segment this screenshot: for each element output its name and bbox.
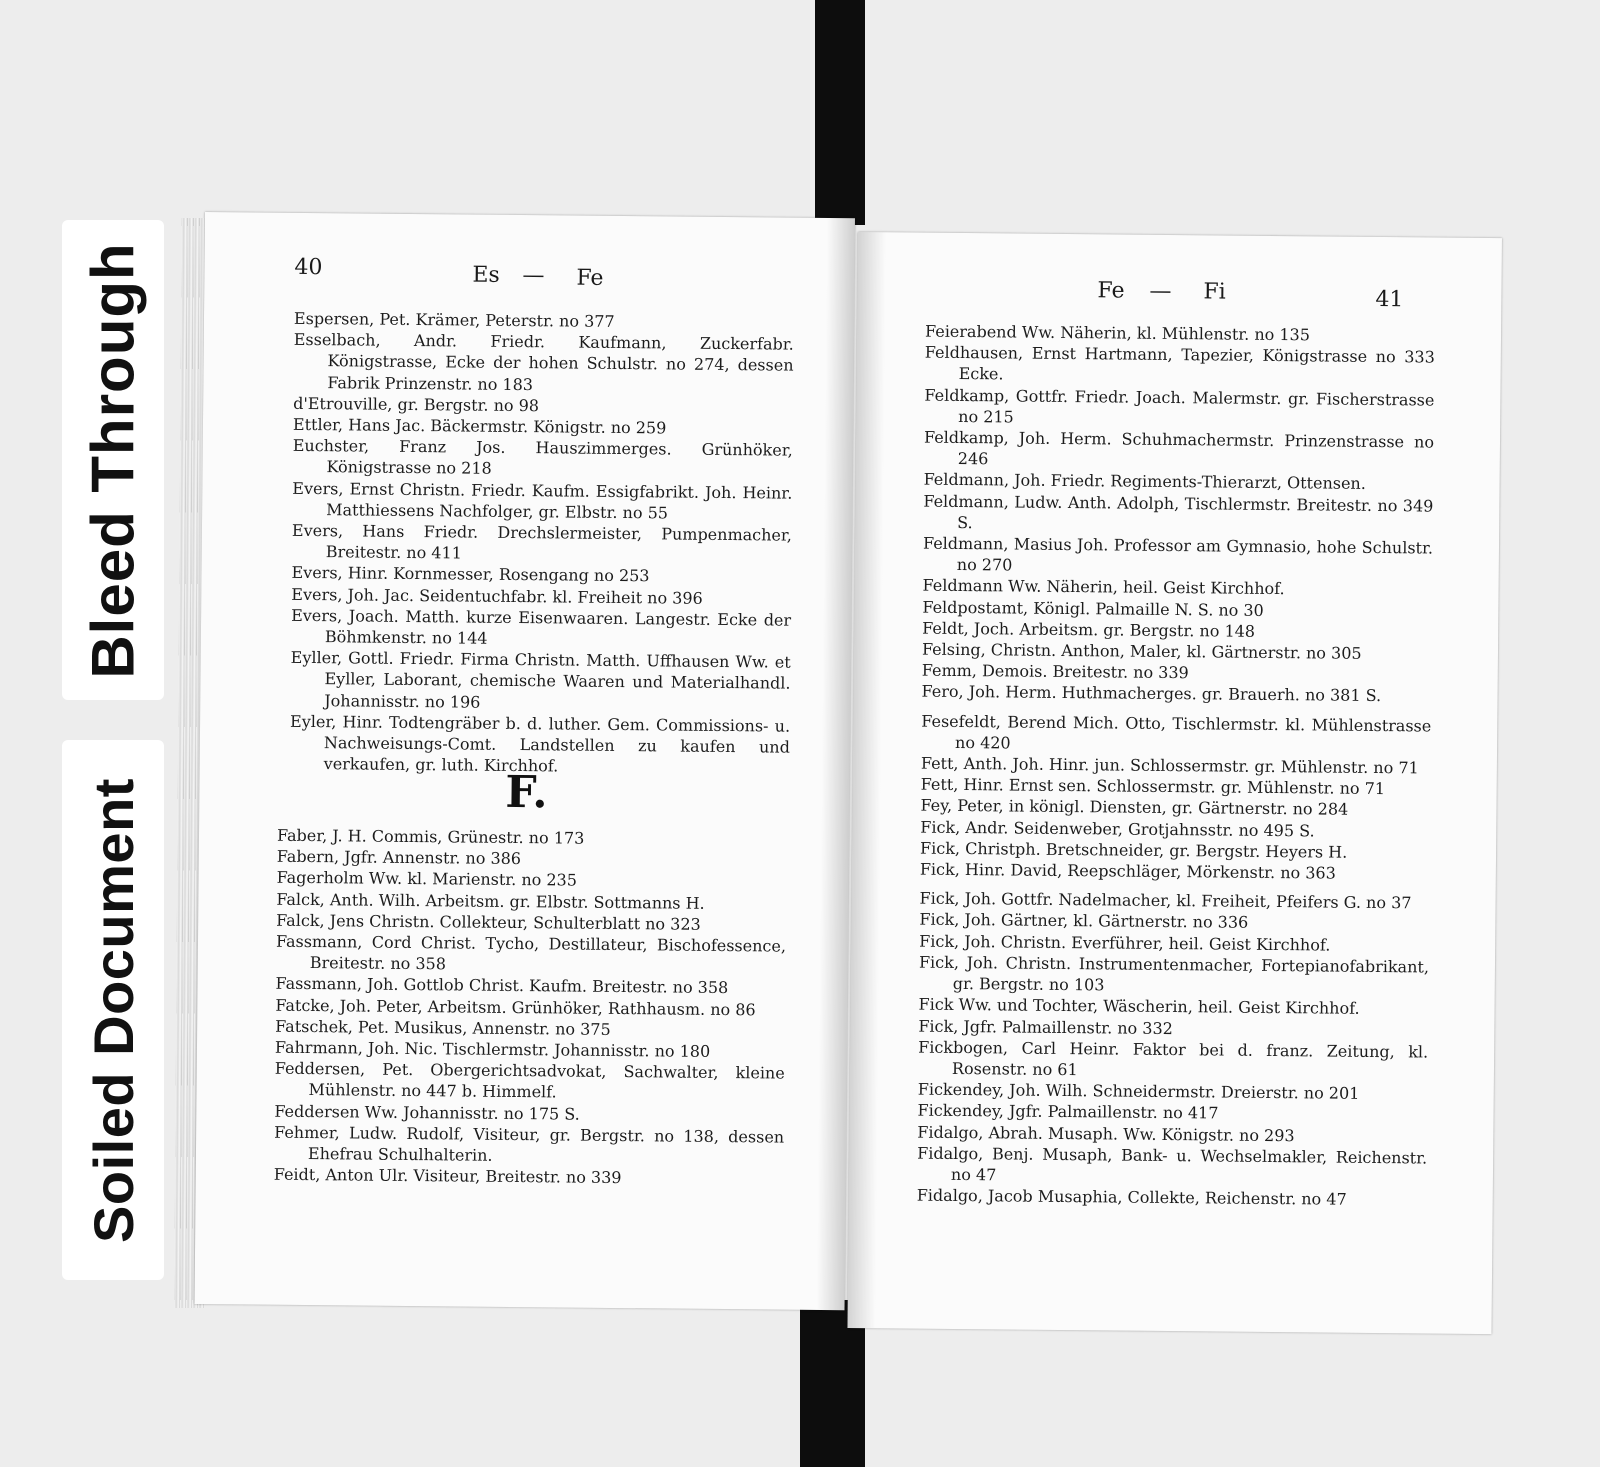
left-entries-bottom	[274, 825, 787, 1190]
soiled-document-label	[62, 740, 164, 1280]
left-entries-top	[290, 308, 794, 779]
directory-entry: Evers, Joach. Matth. kurze Eisenwaaren. Langestr. Ecke der Böhmkenstr. no 144	[291, 605, 792, 648]
directory-entry: Fero, Joh. Herm. Huthmacherges. gr. Brauerh. no 381 S.	[921, 682, 1382, 706]
directory-entry: Fick Ww. und Tochter, Wäscherin, heil. Geist Kirchhof.	[918, 994, 1360, 1019]
directory-entry: Feidt, Anton Ulr. Visiteur, Breitestr. no 339	[273, 1164, 622, 1188]
directory-entry: Fassmann, Cord Christ. Tycho, Destillateur, Bischofessence, Breitestr. no 358	[275, 931, 787, 974]
directory-entry: Ettler, Hans Jac. Bäckermstr. Königstr. no 259	[292, 414, 667, 438]
directory-entry: Feddersen, Pet. Obergerichtsadvokat, Sachwalter, kleine Mühlenstr. no 447 b. Himmelf.	[274, 1058, 785, 1102]
soiled-document-text: Soiled Document	[81, 777, 145, 1243]
directory-entry: Feldmann, Ludw. Anth. Adolph, Tischlermstr. Breitestr. no 349 S.	[923, 491, 1434, 532]
directory-entry: Feldt, Joch. Arbeitsm. gr. Bergstr. no 148	[922, 618, 1256, 641]
directory-entry: Fickendey, Jgfr. Palmaillenstr. no 417	[917, 1100, 1219, 1123]
directory-entry: Evers, Hans Friedr. Drechslermeister, Pumpenmacher, Breitestr. no 411	[291, 520, 793, 563]
directory-entry: Fidalgo, Benj. Musaph, Bank- u. Wechselmakler, Reichenstr. no 47	[917, 1143, 1428, 1185]
directory-entry: Espersen, Pet. Krämer, Peterstr. no 377	[293, 308, 615, 331]
directory-entry: Evers, Hinr. Kornmesser, Rosengang no 253	[291, 563, 650, 586]
directory-entry: Feddersen Ww. Johannisstr. no 175 S.	[274, 1101, 580, 1124]
directory-entry: Feldmann, Masius Joh. Professor am Gymnasio, hohe Schulstr. no 270	[922, 533, 1434, 575]
directory-entry: Evers, Ernst Christn. Friedr. Kaufm. Essigfabrikt. Joh. Heinr. Matthiessens Nachfolger, gr. Elbstr. no 55	[292, 478, 793, 523]
spine-top	[815, 0, 865, 225]
left-header-to: Fe	[576, 265, 604, 291]
right-page	[847, 232, 1501, 1334]
directory-entry: Femm, Demois. Breitestr. no 339	[921, 660, 1189, 683]
directory-entry: Fidalgo, Abrah. Musaph. Ww. Königstr. no 293	[917, 1122, 1295, 1145]
bleed-through-text: Bleed Through	[79, 241, 147, 679]
right-entries	[917, 321, 1435, 1211]
directory-entry: Fatcke, Joh. Peter, Arbeitsm. Grünhöker, Rathhausm. no 86	[275, 995, 756, 1019]
right-header-to: Fi	[1203, 279, 1226, 305]
directory-entry: Fatschek, Pet. Musikus, Annenstr. no 375	[275, 1016, 611, 1039]
left-page-number: 40	[294, 254, 323, 281]
directory-entry: Fickbogen, Carl Heinr. Faktor bei d. franz. Zeitung, kl. Rosenstr. no 61	[918, 1037, 1429, 1080]
directory-entry: Feldpostamt, Königl. Palmaille N. S. no 30	[922, 597, 1264, 620]
directory-entry: Falck, Anth. Wilh. Arbeitsm. gr. Elbstr. Sottmanns H.	[276, 889, 705, 913]
directory-entry: Feldkamp, Joh. Herm. Schuhmachermstr. Prinzenstrasse no 246	[923, 427, 1435, 469]
directory-entry: Fagerholm Ww. kl. Marienstr. no 235	[276, 868, 578, 891]
directory-entry: Fick, Jgfr. Palmaillenstr. no 332	[918, 1016, 1173, 1038]
directory-entry: Feldhausen, Ernst Hartmann, Tapezier, Königstrasse no 333 Ecke.	[924, 342, 1435, 384]
directory-entry: Fick, Andr. Seidenweber, Grotjahnsstr. no 495 S.	[920, 817, 1315, 841]
directory-entry: Fett, Anth. Joh. Hinr. jun. Schlossermstr. gr. Mühlenstr. no 71	[920, 753, 1419, 778]
directory-entry: Esselbach, Andr. Friedr. Kaufmann, Zuckerfabr. Königstrasse, Ecke der hohen Schulstr. no 274, dessen Fabrik Prinzenstr. no 183	[293, 330, 794, 394]
section-letter-heading: F.	[505, 766, 548, 819]
directory-entry: Feierabend Ww. Näherin, kl. Mühlenstr. no 135	[924, 321, 1311, 345]
directory-entry: Fett, Hinr. Ernst sen. Schlossermstr. gr. Mühlenstr. no 71	[920, 774, 1386, 799]
directory-entry: Fickendey, Joh. Wilh. Schneidermstr. Dreierstr. no 201	[917, 1079, 1360, 1103]
right-header-from: Fe	[1097, 278, 1125, 304]
directory-entry: d'Etrouville, gr. Bergstr. no 98	[293, 393, 540, 416]
directory-entry: Fick, Joh. Gärtner, kl. Gärtnerstr. no 336	[919, 910, 1249, 933]
directory-entry: Fidalgo, Jacob Musaphia, Collekte, Reichenstr. no 47	[916, 1185, 1347, 1209]
directory-entry: Eyler, Hinr. Todtengräber b. d. luther. Gem. Commissions- u. Nachweisungs-Comt. Landstellen zu kaufen und verkaufen, gr. luth. Kirchhof.	[290, 711, 791, 776]
directory-entry: Fick, Joh. Christn. Everführer, heil. Geist Kirchhof.	[919, 931, 1331, 955]
directory-entry: Euchster, Franz Jos. Hauszimmerges. Grünhöker, Königstrasse no 218	[292, 436, 793, 479]
directory-entry: Falck, Jens Christn. Collekteur, Schulterblatt no 323	[276, 910, 701, 934]
right-header-dash: —	[1149, 278, 1172, 305]
directory-entry: Feldkamp, Gottfr. Friedr. Joach. Malermstr. gr. Fischerstrasse no 215	[924, 385, 1435, 427]
directory-entry: Fey, Peter, in königl. Diensten, gr. Gärtnerstr. no 284	[920, 796, 1349, 820]
directory-entry: Fick, Joh. Gottfr. Nadelmacher, kl. Freiheit, Pfeifers G. no 37	[919, 888, 1412, 913]
directory-entry: Fahrmann, Joh. Nic. Tischlermstr. Johannisstr. no 180	[274, 1037, 711, 1061]
directory-entry: Feldmann Ww. Näherin, heil. Geist Kirchhof.	[922, 576, 1285, 599]
directory-entry: Fassmann, Joh. Gottlob Christ. Kaufm. Breitestr. no 358	[275, 974, 729, 998]
left-header-from: Es	[472, 262, 500, 288]
directory-entry: Fick, Joh. Christn. Instrumentenmacher, Fortepianofabrikant, gr. Bergstr. no 103	[918, 952, 1430, 995]
directory-entry: Fick, Hinr. David, Reepschläger, Mörkenstr. no 363	[919, 859, 1336, 883]
left-header-dash: —	[522, 263, 545, 289]
left-page	[195, 212, 855, 1310]
directory-entry: Evers, Joh. Jac. Seidentuchfabr. kl. Freiheit no 396	[291, 584, 703, 608]
directory-entry: Fick, Christph. Bretschneider, gr. Bergstr. Heyers H.	[919, 838, 1348, 862]
right-page-number: 41	[1375, 286, 1404, 313]
directory-entry: Faber, J. H. Commis, Grünestr. no 173	[276, 825, 585, 848]
directory-entry: Felsing, Christn. Anthon, Maler, kl. Gärtnerstr. no 305	[921, 639, 1362, 663]
bleed-through-label	[62, 220, 164, 700]
directory-entry: Fesefeldt, Berend Mich. Otto, Tischlermstr. kl. Mühlenstrasse no 420	[921, 711, 1432, 753]
directory-entry: Eyller, Gottl. Friedr. Firma Christn. Matth. Uffhausen Ww. et Eyller, Laborant, chemische Waaren und Materialhandl. Johannisstr. no 196	[290, 648, 791, 712]
directory-entry: Feldmann, Joh. Friedr. Regiments-Thierarzt, Ottensen.	[923, 470, 1366, 494]
directory-entry: Fabern, Jgfr. Annenstr. no 386	[276, 846, 522, 869]
directory-entry: Fehmer, Ludw. Rudolf, Visiteur, gr. Bergstr. no 138, dessen Ehefrau Schulhalterin.	[274, 1122, 785, 1165]
